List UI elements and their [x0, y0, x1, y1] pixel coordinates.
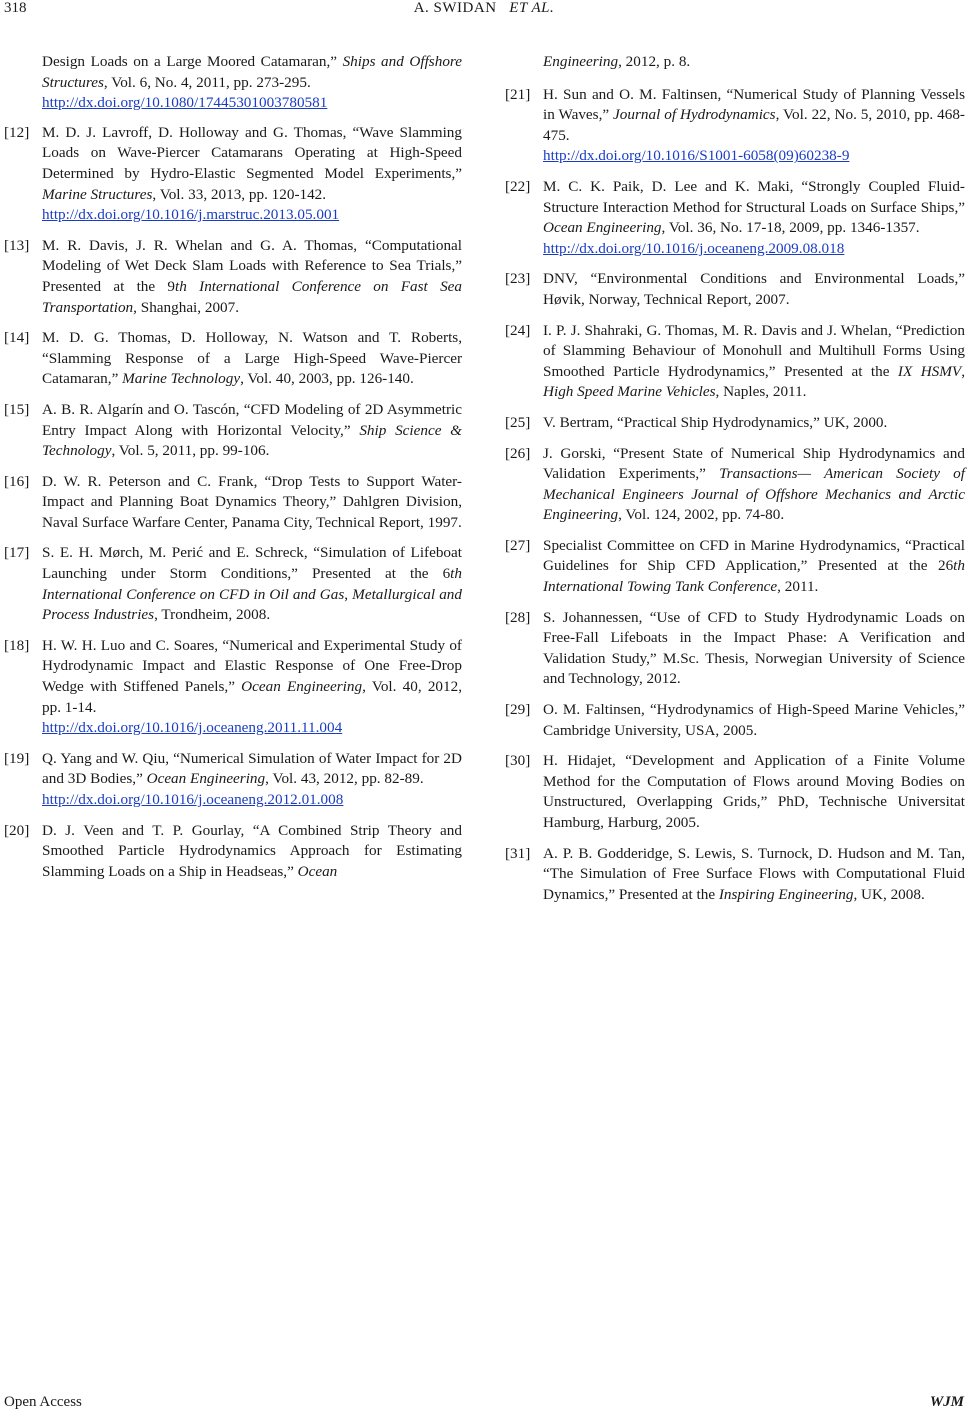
reference-number: [25] [505, 413, 531, 431]
right-column [505, 52, 965, 915]
reference-text-tail: , Vol. 22, No. 5, 2010, pp. 468-475. [543, 106, 965, 144]
reference-number: [16] [4, 472, 30, 490]
reference-text: V. Bertram, “Practical Ship Hydrodynamics,” UK, 2000. [543, 413, 888, 431]
reference-title-italic: Inspiring Engineering [718, 885, 854, 903]
reference-title-italic: High Speed Marine Vehicles [543, 383, 716, 401]
reference-number: [28] [505, 608, 531, 626]
reference-title-italic: Journal of Hydrodynamics [613, 106, 776, 124]
reference-number: [22] [505, 177, 531, 195]
reference-text-tail: , 2011. [777, 578, 819, 596]
reference-text: Q. Yang and W. Qiu, “Numerical Simulation of Water Impact for 2D and 3D Bodies,” [42, 749, 462, 788]
reference-number: [24] [505, 321, 531, 339]
reference-item [505, 85, 965, 167]
reference-item [505, 536, 965, 598]
reference-text: I. P. J. Shahraki, G. Thomas, M. R. Davis and J. Whelan, “Prediction of Slamming Behaviour of Monohull and Multihull Forms Using Smoothed Particle Hydrodynamics,” Presented at the [543, 321, 965, 380]
reference-number: [18] [4, 636, 30, 654]
reference-text: H. Sun and O. M. Faltinsen, “Numerical Study of Planning Vessels in Waves,” [543, 85, 965, 124]
running-head-author: A. SWIDAN [413, 0, 497, 16]
reference-text: O. M. Faltinsen, “Hydrodynamics of High-Speed Marine Vehicles,” Cambridge University, USA, 2005. [543, 701, 965, 739]
reference-text-tail: , [344, 585, 353, 603]
reference-item [4, 543, 462, 625]
reference-item [4, 400, 462, 462]
reference-text-tail: , Naples, 2011. [715, 383, 807, 401]
reference-text-tail: , Vol. 5, 2011, pp. 99-106. [111, 442, 270, 460]
reference-text: M. R. Davis, J. R. Whelan and G. A. Thomas, “Computational Modeling of Wet Deck Slam Loads with Reference to Sea Trials,” Presented at the 9 [42, 236, 462, 295]
running-head [0, 0, 968, 17]
running-head-etal: ET AL. [509, 0, 555, 16]
reference-text: M. D. J. Lavroff, D. Holloway and G. Thomas, “Wave Slamming Loads on Wave-Piercer Catamarans Operating at High-Speed Determined by Hydro-Elastic Segmented Model Experiments,” [42, 123, 462, 182]
reference-text-tail: , Vol. 40, 2012, pp. 1-14. [42, 678, 462, 716]
footer-journal-abbrev: WJM [929, 1394, 964, 1410]
reference-item [505, 444, 965, 526]
reference-item [505, 608, 965, 690]
reference-text: DNV, “Environmental Conditions and Environmental Loads,” Høvik, Norway, Technical Report, 2007. [543, 270, 965, 308]
reference-text-tail: , Vol. 36, No. 17-18, 2009, pp. 1346-1357. [661, 219, 920, 237]
reference-item [4, 236, 462, 318]
reference-text: M. C. K. Paik, D. Lee and K. Maki, “Strongly Coupled Fluid-Structure Interaction Method for Structural Loads on Surface Ships,” [543, 177, 965, 216]
reference-text: Specialist Committee on CFD in Marine Hydrodynamics, “Practical Guidelines for Ship CFD Application,” Presented at the 26 [543, 536, 965, 575]
reference-number: [20] [4, 821, 30, 839]
reference-text-tail: , Vol. 43, 2012, pp. 82-89. [265, 770, 424, 788]
page-number: 318 [4, 0, 27, 16]
reference-number: [13] [4, 236, 30, 254]
reference-item [505, 844, 965, 906]
doi-link[interactable]: http://dx.doi.org/10.1016/j.oceaneng.2009.08.018 [543, 239, 845, 257]
reference-title-italic: Ocean Engineering [543, 219, 662, 237]
reference-text: A. B. R. Algarín and O. Tascón, “CFD Modeling of 2D Asymmetric Entry Impact Along with Horizontal Velocity,” [42, 400, 462, 439]
ref-text-tail: , Vol. 6, No. 4, 2011, pp. 273-295. [103, 73, 311, 91]
reference-number: [15] [4, 400, 30, 418]
reference-text-tail: , Vol. 124, 2002, pp. 74-80. [618, 506, 785, 524]
reference-item [4, 472, 462, 534]
reference-number: [12] [4, 123, 30, 141]
reference-item [505, 269, 965, 310]
reference-text: H. W. H. Luo and C. Soares, “Numerical and Experimental Study of Hydrodynamic Impact and Elastic Response of One Free-Drop Wedge with Stiffened Panels,” [42, 636, 462, 696]
reference-text-tail: , Vol. 40, 2003, pp. 126-140. [240, 370, 414, 388]
ref-journal: Engineering [543, 53, 619, 70]
doi-link[interactable]: http://dx.doi.org/10.1016/j.marstruc.2013.05.001 [42, 206, 340, 224]
reference-text-tail: , Trondheim, 2008. [154, 606, 271, 624]
reference-title-italic: Ocean [297, 862, 338, 880]
reference-text-tail: , Shanghai, 2007. [133, 298, 240, 316]
reference-number: [19] [4, 749, 30, 767]
reference-continuation [505, 52, 965, 73]
right-reference-list [505, 85, 965, 906]
reference-number: [14] [4, 329, 30, 347]
reference-title-italic: Marine Structures [42, 185, 153, 203]
reference-title-italic: th International Conference on Fast Sea Transportation [42, 277, 462, 316]
doi-link[interactable]: http://dx.doi.org/10.1016/S1001-6058(09)60238-9 [543, 147, 850, 165]
reference-title-italic: Metallurgical and Process Industries [42, 585, 462, 624]
reference-text-tail: , Vol. 33, 2013, pp. 120-142. [152, 185, 327, 203]
reference-title-italic: Ocean Engineering [146, 770, 266, 788]
doi-link[interactable]: http://dx.doi.org/10.1016/j.oceaneng.2011.11.004 [42, 719, 343, 737]
footer-open-access: Open Access [4, 1394, 82, 1410]
reference-item [505, 413, 965, 434]
ref-text-tail: , 2012, p. 8. [618, 53, 691, 70]
reference-number: [27] [505, 536, 531, 554]
ref-journal: Ships and Offshore Structures [42, 53, 462, 91]
reference-text: J. Gorski, “Present State of Numerical Ship Hydrodynamics and Validation Experiments,” [543, 444, 965, 483]
reference-text: A. P. B. Godderidge, S. Lewis, S. Turnock, D. Hudson and M. Tan, “The Simulation of Free Surface Flows with Computational Fluid Dynamics,” Presented at the [543, 844, 965, 903]
left-reference-list [4, 123, 462, 883]
doi-link[interactable]: http://dx.doi.org/10.1016/j.oceaneng.2012.01.008 [42, 791, 344, 808]
reference-number: [26] [505, 444, 531, 462]
reference-item [505, 751, 965, 833]
reference-item [4, 328, 462, 390]
reference-text: S. E. H. Mørch, M. Perić and E. Schreck, “Simulation of Lifeboat Launching under Storm Conditions,” Presented at the 6 [42, 544, 462, 583]
reference-title-italic: Marine Technology [122, 370, 241, 388]
reference-text-tail: , UK, 2008. [853, 885, 925, 903]
reference-text: H. Hidajet, “Development and Application of a Finite Volume Method for the Computation of Flows around Moving Bodies on Unstructured, Overlapping Grids,” PhD, Technische Universitat Hamburg, Harburg, 2005. [543, 752, 965, 831]
reference-number: [30] [505, 752, 531, 770]
reference-item [4, 123, 462, 226]
reference-item [505, 321, 965, 403]
reference-item [4, 749, 462, 811]
reference-text: D. W. R. Peterson and C. Frank, “Drop Tests to Support Water-Impact and Planning Boat Dynamics Theory,” Dahlgren Division, Naval Surface Warfare Center, Panama City, Technical Report, 1997. [42, 472, 462, 531]
reference-title-italic: Transactions— American Society of Mechanical Engineers Journal of Offshore Mechanics and Arctic Engineering [543, 465, 965, 524]
reference-text: D. J. Veen and T. P. Gourlay, “A Combined Strip Theory and Smoothed Particle Hydrodynamics Approach for Estimating Slamming Loads on a Ship in Headseas,” [42, 821, 462, 880]
reference-text: M. D. G. Thomas, D. Holloway, N. Watson and T. Roberts, “Slamming Response of a Large High-Speed Wave-Piercer Catamaran,” [42, 329, 462, 388]
reference-text-tail: , [961, 362, 965, 380]
reference-number: [17] [4, 544, 30, 562]
reference-number: [29] [505, 701, 531, 719]
reference-title-italic: th International Towing Tank Conference [543, 557, 965, 596]
reference-item [4, 821, 462, 883]
doi-link[interactable]: http://dx.doi.org/10.1080/17445301003780581 [42, 94, 328, 112]
reference-item [4, 636, 462, 739]
reference-title-italic: Ocean Engineering [241, 678, 363, 696]
reference-text: S. Johannessen, “Use of CFD to Study Hydrodynamic Loads on Free-Fall Lifeboats in the Impact Phase: A Verification and Validation Study,” M.Sc. Thesis, Norwegian University of Science and Technology, 2012. [543, 608, 965, 688]
reference-item [505, 700, 965, 741]
reference-title-italic: IX HSMV [897, 362, 962, 380]
reference-number: [23] [505, 270, 531, 288]
reference-number: [21] [505, 85, 531, 103]
reference-number: [31] [505, 844, 531, 862]
reference-continuation [4, 52, 462, 114]
reference-title-italic: th International Conference on CFD in Oil and Gas [42, 565, 462, 603]
reference-item [505, 177, 965, 259]
left-column [4, 52, 462, 892]
ref-text: Design Loads on a Large Moored Catamaran,” [42, 53, 343, 70]
reference-title-italic: Ship Science & Technology [42, 421, 462, 460]
